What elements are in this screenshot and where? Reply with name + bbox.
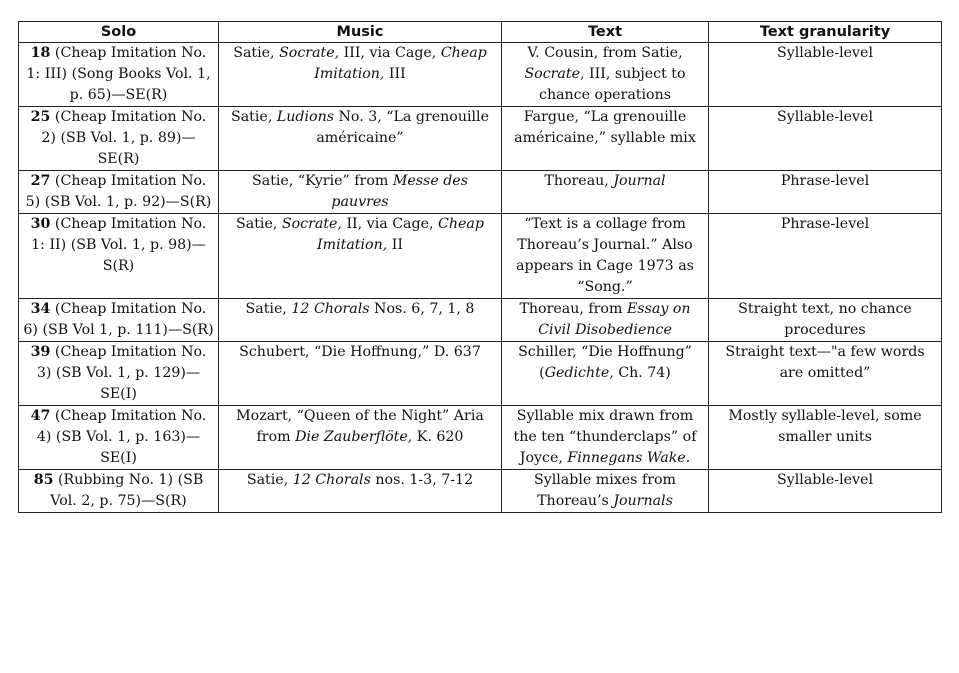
table-body [19,43,942,513]
table-row [19,470,942,513]
solo-number: 34 [30,301,51,317]
solo-number: 18 [30,45,51,61]
table-row [19,214,942,299]
italic-run: Die Zauberflöte, [295,429,413,445]
text-cell [502,342,709,406]
granularity-cell: Phrase-level [709,214,942,299]
text-run: Satie, [233,45,280,61]
header-solo: Solo [19,22,219,43]
solo-cell [19,214,219,299]
text-run: Satie, [231,109,277,125]
music-cell [219,43,502,107]
italic-run: 12 Chorals [291,301,370,317]
text-cell [502,171,709,214]
solo-number: 25 [30,109,51,125]
solo-cell [19,406,219,470]
text-run: Fargue, “La grenouille américaine,” syllable mix [514,109,696,146]
italic-run: Socrate, [281,216,342,232]
solo-details: (Cheap Imitation No. 5) (SB Vol. 1, p. 92)—S(R) [25,173,212,210]
text-run: nos. 1-3, 7-12 [370,472,474,488]
music-cell [219,470,502,513]
granularity-cell: Straight text—"a few words are omitted” [709,342,942,406]
granularity-cell: Mostly syllable-level, some smaller units [709,406,942,470]
solo-details: (Cheap Imitation No. 4) (SB Vol. 1, p. 163)—SE(I) [36,408,207,466]
text-run: V. Cousin, from Satie, [527,45,683,61]
music-cell [219,342,502,406]
table-row [19,43,942,107]
solo-details: (Cheap Imitation No. 3) (SB Vol. 1, p. 129)—SE(I) [36,344,207,402]
solo-details: (Cheap Imitation No. 1: III) (Song Books Vol. 1, p. 65)—SE(R) [26,45,211,103]
italic-run: Journal [613,173,666,189]
text-cell [502,43,709,107]
text-cell [502,470,709,513]
text-cell [502,299,709,342]
text-run: “Text is a collage from Thoreau’s Journal.” Also appears in Cage 1973 as “Song.” [516,216,694,295]
italic-run: Messe des pauvres [331,173,468,210]
italic-run: Socrate [524,66,580,82]
text-run: Satie, [245,301,292,317]
music-cell [219,299,502,342]
header-granularity: Text granularity [709,22,942,43]
solo-number: 47 [30,408,51,424]
granularity-cell: Phrase-level [709,171,942,214]
italic-run: Essay on Civil Disobedience [538,301,691,338]
table-row [19,406,942,470]
solo-details: (Rubbing No. 1) (SB Vol. 2, p. 75)—S(R) [50,472,204,509]
italic-run: Cheap Imitation, [314,45,487,82]
music-cell [219,214,502,299]
solos-table [18,21,942,513]
italic-run: Journals [613,493,673,509]
solo-details: (Cheap Imitation No. 2) (SB Vol. 1, p. 89)—SE(R) [41,109,207,167]
text-run: III, via Cage, [339,45,441,61]
header-text: Text [502,22,709,43]
text-run: II, via Cage, [341,216,439,232]
solo-number: 39 [30,344,51,360]
table-row [19,342,942,406]
granularity-cell: Syllable-level [709,43,942,107]
text-run: Ch. 74) [613,365,671,381]
text-run: III [384,66,406,82]
text-run: K. 620 [412,429,464,445]
music-cell [219,107,502,171]
text-run: Satie, [236,216,282,232]
solo-cell [19,342,219,406]
text-run: Schubert, “Die Hoffnung,” D. 637 [239,344,481,360]
text-run: Syllable mix drawn from the ten “thunderclaps” of Joyce, [513,408,697,466]
music-cell [219,171,502,214]
solo-details: (Cheap Imitation No. 1: II) (SB Vol. 1, p. 98)—S(R) [31,216,207,274]
solo-cell [19,470,219,513]
text-run: Thoreau, from [519,301,627,317]
text-run: No. 3, “La grenouille américaine” [316,109,489,146]
text-run: Syllable mixes from Thoreau’s [534,472,676,509]
italic-run: Gedichte, [544,365,614,381]
solo-number: 85 [33,472,54,488]
text-run: Satie, “Kyrie” from [252,173,393,189]
granularity-cell: Straight text, no chance procedures [709,299,942,342]
italic-run: Ludions [276,109,334,125]
text-run: Schiller, “Die Hoffnung” ( [518,344,692,381]
granularity-cell: Syllable-level [709,470,942,513]
solo-cell [19,107,219,171]
granularity-cell: Syllable-level [709,107,942,171]
text-run: II [387,237,403,253]
table-row [19,171,942,214]
header-row [19,22,942,43]
italic-run: Socrate, [279,45,340,61]
text-run: , III, subject to chance operations [539,66,686,103]
solo-number: 27 [30,173,51,189]
text-run: Mozart, “Queen of the Night” Aria from [236,408,484,445]
table-row [19,299,942,342]
solo-cell [19,299,219,342]
italic-run: 12 Chorals [292,472,371,488]
italic-run: Cheap Imitation, [317,216,484,253]
text-run: Thoreau, [544,173,614,189]
solo-details: (Cheap Imitation No. 6) (SB Vol 1, p. 111)—S(R) [23,301,214,338]
italic-run: Finnegans Wake. [567,450,691,466]
text-cell [502,107,709,171]
table-row [19,107,942,171]
solo-number: 30 [30,216,51,232]
text-run: Nos. 6, 7, 1, 8 [369,301,475,317]
solo-cell [19,171,219,214]
music-cell [219,406,502,470]
solo-cell [19,43,219,107]
text-run: Satie, [246,472,293,488]
header-music: Music [219,22,502,43]
text-cell [502,214,709,299]
text-cell [502,406,709,470]
